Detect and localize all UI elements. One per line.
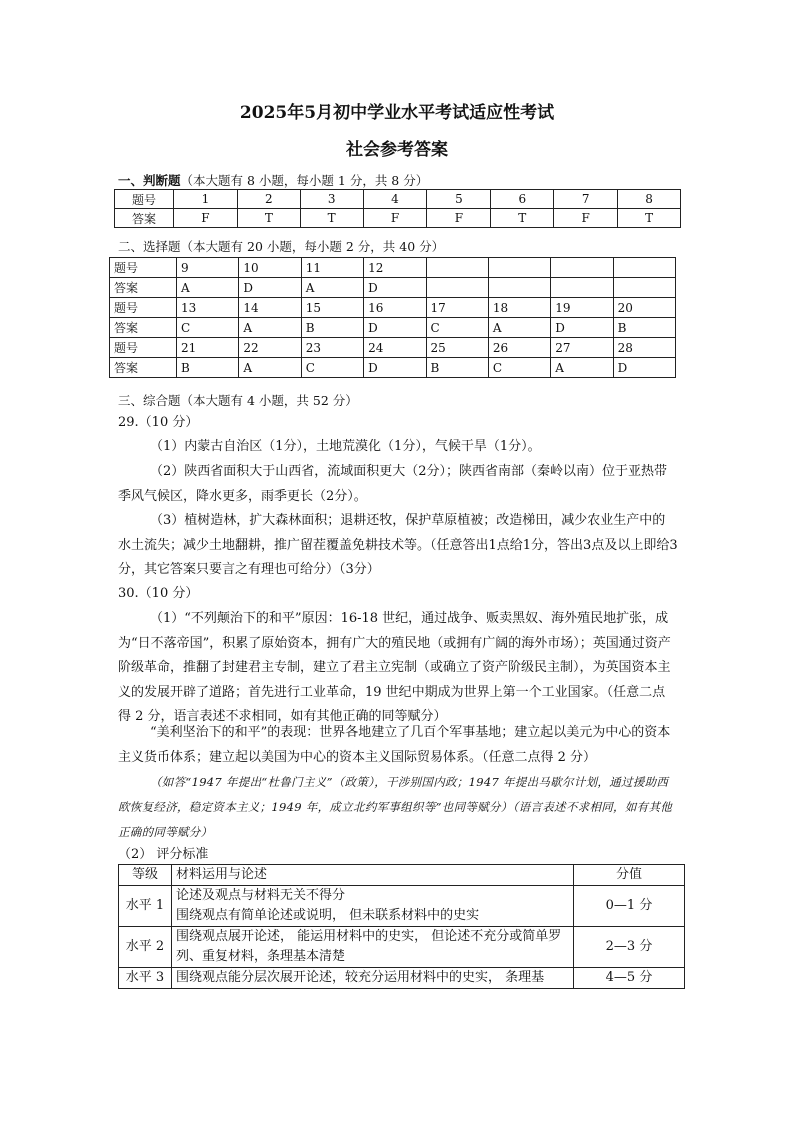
question-number: 4	[363, 190, 427, 209]
answer-cell: A	[551, 358, 613, 378]
question-number: 19	[551, 298, 613, 318]
section2-note: （本大题有 20 小题，每小题 2 分，共 40 分）	[180, 239, 445, 254]
table-row	[119, 865, 685, 886]
table-row	[110, 258, 676, 278]
answer-cell: C	[488, 358, 550, 378]
answer-cell	[488, 278, 550, 298]
answer-cell	[426, 278, 488, 298]
answer-cell: F	[363, 209, 427, 228]
row-label: 题号	[110, 258, 177, 278]
answer-cell: T	[618, 209, 681, 228]
question-number: 2	[237, 190, 300, 209]
question-number	[551, 258, 613, 278]
section3-heading	[118, 391, 358, 409]
answer-cell: F	[427, 209, 491, 228]
q30-part1-us: “美利坚治下的和平”的表现：世界各地建立了几百个军事基地；建立起以美元为中心的资本主义货币体系；建立起以美国为中心的资本主义国际贸易体系。（任意二点得 2 分）	[118, 725, 671, 765]
answer-cell: D	[551, 318, 613, 338]
answer-cell: A	[239, 358, 301, 378]
question-number: 13	[177, 298, 239, 318]
question-number	[613, 258, 675, 278]
question-number: 3	[300, 190, 363, 209]
answer-cell: A	[177, 278, 239, 298]
question-number: 12	[364, 258, 426, 278]
q30-part1: （1）“不列颠治下的和平”原因：16-18 世纪，通过战争、贩卖黑奴、海外殖民地扩张，成为“日不落帝国”，积累了原始资本，拥有广大的殖民地（或拥有广阔的海外市场）；英国通过资产阶级革命，推翻了封建君主专制，建立了君主立宪制（或确立了资产阶级民主制），为英国资本主义的发展开辟了道路；首先进行工业革命，19 世纪中期成为世界上第一个工业国家。（任意二点得 2 分，语言表述不求相同，如有其他正确的同等赋分）	[118, 611, 671, 724]
question-number: 26	[488, 338, 550, 358]
row-label: 题号	[110, 338, 177, 358]
answer-cell: B	[177, 358, 239, 378]
question-number: 14	[239, 298, 301, 318]
question-number: 9	[177, 258, 239, 278]
table-row	[110, 278, 676, 298]
answer-cell: D	[364, 318, 426, 338]
table-row	[115, 190, 681, 209]
question-number: 18	[488, 298, 550, 318]
table-row	[110, 338, 676, 358]
q29-part1: （1）内蒙古自治区（1分），土地荒漠化（1分），气候干旱（1分）。	[150, 439, 541, 454]
question-number: 11	[301, 258, 363, 278]
rubric-desc-line: 论述及观点与材料无关不得分	[176, 888, 346, 903]
answer-cell: A	[301, 278, 363, 298]
answer-cell: A	[488, 318, 550, 338]
answer-cell: C	[426, 318, 488, 338]
rubric-desc: 围绕观点展开论述， 能运用材料中的史实， 但论述不充分或简单罗列、重复材料，条理基本清楚	[172, 927, 574, 968]
answer-cell: B	[301, 318, 363, 338]
question-number: 1	[174, 190, 238, 209]
row-label: 答案	[110, 318, 177, 338]
question-number: 10	[239, 258, 301, 278]
table-row	[119, 886, 685, 927]
rubric-level: 水平 3	[119, 968, 172, 989]
rubric-score: 4—5 分	[574, 968, 685, 989]
answer-cell: D	[364, 358, 426, 378]
answer-cell: T	[237, 209, 300, 228]
answer-cell: T	[300, 209, 363, 228]
rubric-header-level: 等级	[119, 865, 172, 886]
q30-alt-note: （如答“1947 年提出“杜鲁门主义”（政策），干涉别国内政；1947 年提出马歇尔计划，通过援助西欧恢复经济，稳定资本主义；1949 年，成立北约军事组织等”也同等赋分）（语言表述不求相同，如有其他正确的同等赋分）	[118, 775, 673, 839]
answer-cell: D	[239, 278, 301, 298]
answer-cell: T	[491, 209, 554, 228]
rubric-level: 水平 2	[119, 927, 172, 968]
row-label: 答案	[115, 209, 174, 228]
question-number: 15	[301, 298, 363, 318]
rubric-table	[118, 864, 685, 989]
table-row	[115, 209, 681, 228]
question-number	[426, 258, 488, 278]
question-number: 8	[618, 190, 681, 209]
q29-part2: （2）陕西省面积大于山西省，流域面积更大（2分）；陕西省南部（秦岭以南）位于亚热带季风气候区，降水更多，雨季更长（2分）。	[118, 464, 668, 504]
row-label: 答案	[110, 278, 177, 298]
question-number: 23	[301, 338, 363, 358]
question-number: 5	[427, 190, 491, 209]
q30-part2-label: （2） 评分标准	[118, 847, 209, 862]
section2-title: 二、选择题	[118, 239, 181, 254]
question-number: 28	[613, 338, 675, 358]
section1-title: 一、判断题	[118, 173, 181, 188]
judgement-answer-table	[114, 189, 681, 228]
table-row	[110, 318, 676, 338]
rubric-score: 0—1 分	[574, 886, 685, 927]
rubric-header-score: 分值	[574, 865, 685, 886]
rubric-level: 水平 1	[119, 886, 172, 927]
q29-part3: （3）植树造林，扩大森林面积；退耕还牧，保护草原植被；改造梯田，减少农业生产中的水土流失；减少土地翻耕，推广留茬覆盖免耕技术等。（任意答出1点给1分，答出3点及以上即给3分，其它答案只要言之有理也可给分）（3分）	[118, 513, 678, 577]
answer-cell: C	[177, 318, 239, 338]
answer-cell: D	[364, 278, 426, 298]
section1-note: （本大题有 8 小题，每小题 1 分，共 8 分）	[180, 173, 429, 188]
table-row	[119, 968, 685, 989]
page-title: 2025年5月初中学业水平考试适应性考试	[239, 103, 555, 123]
answer-cell	[613, 278, 675, 298]
section1-heading	[118, 171, 428, 189]
answer-cell: B	[613, 318, 675, 338]
answer-cell: A	[239, 318, 301, 338]
rubric-desc: 围绕观点能分层次展开论述，较充分运用材料中的史实， 条理基	[172, 968, 574, 989]
question-number: 25	[426, 338, 488, 358]
answer-cell: F	[554, 209, 618, 228]
section2-heading	[118, 237, 444, 255]
question-number: 24	[364, 338, 426, 358]
rubric-desc	[172, 886, 574, 927]
rubric-score: 2—3 分	[574, 927, 685, 968]
answer-cell: D	[613, 358, 675, 378]
row-label: 题号	[110, 298, 177, 318]
q29-header: 29.（10 分）	[118, 415, 199, 430]
q30-header: 30.（10 分）	[118, 586, 199, 601]
table-row	[110, 298, 676, 318]
answer-cell: F	[174, 209, 238, 228]
section3-note: （本大题有 4 小题，共 52 分）	[180, 393, 358, 408]
table-row	[119, 927, 685, 968]
answer-cell	[551, 278, 613, 298]
row-label: 题号	[115, 190, 174, 209]
row-label: 答案	[110, 358, 177, 378]
section3-title: 三、综合题	[118, 393, 181, 408]
question-number	[488, 258, 550, 278]
question-number: 22	[239, 338, 301, 358]
answer-cell: C	[301, 358, 363, 378]
question-number: 7	[554, 190, 618, 209]
choice-answer-table	[109, 257, 676, 378]
table-row	[110, 358, 676, 378]
question-number: 27	[551, 338, 613, 358]
answer-cell: B	[426, 358, 488, 378]
question-number: 17	[426, 298, 488, 318]
question-number: 20	[613, 298, 675, 318]
rubric-header-desc: 材料运用与论述	[172, 865, 574, 886]
rubric-desc-line: 围绕观点有简单论述或说明， 但未联系材料中的史实	[176, 908, 480, 923]
question-number: 6	[491, 190, 554, 209]
page-subtitle: 社会参考答案	[346, 140, 448, 160]
question-number: 16	[364, 298, 426, 318]
question-number: 21	[177, 338, 239, 358]
